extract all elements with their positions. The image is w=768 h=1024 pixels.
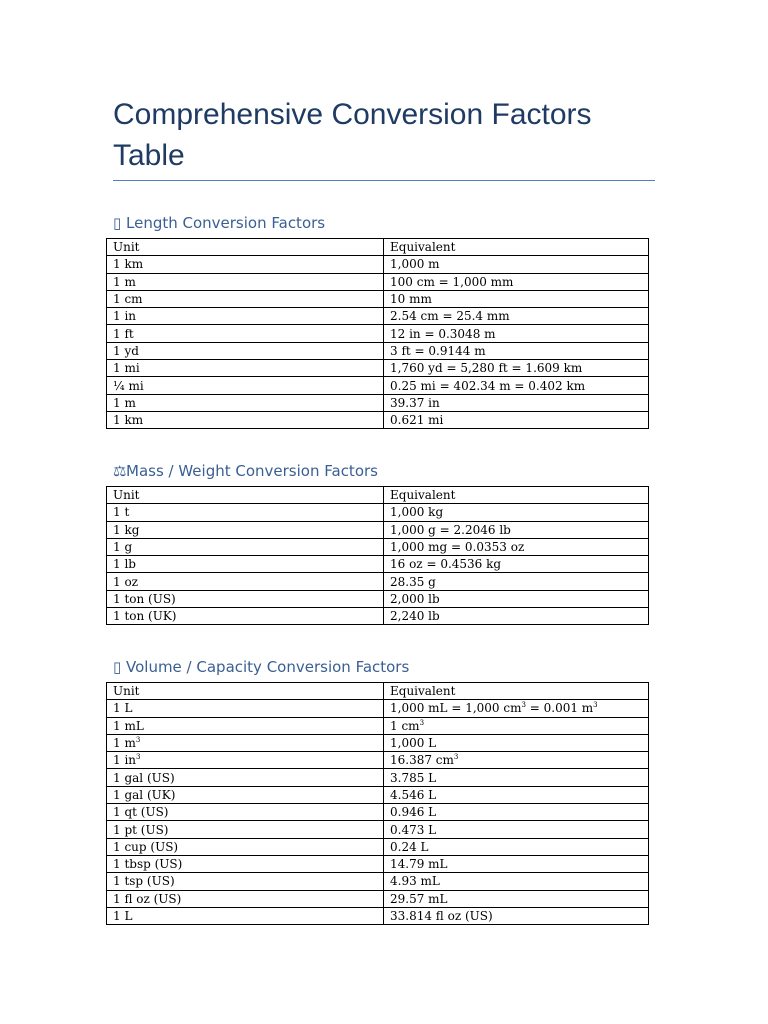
section-heading-volume	[113, 657, 409, 677]
column-header-unit: Unit	[107, 683, 384, 700]
unit-cell: 1 $m^3$	[107, 734, 384, 751]
equivalent-cell: 1,760 yd = 5,280 ft = 1.609 km	[384, 360, 649, 377]
balance-scale-icon: ⚖	[113, 462, 127, 480]
table-row	[107, 821, 649, 838]
section-heading-length	[113, 213, 325, 233]
unit-cell: 1 lb	[107, 556, 384, 573]
unit-cell: 1 m	[107, 394, 384, 411]
equivalent-cell: 12 in = 0.3048 m	[384, 325, 649, 342]
table-row	[107, 521, 649, 538]
equivalent-cell: 16.387 $cm^3$	[384, 752, 649, 769]
section-heading-mass	[113, 461, 378, 481]
equivalent-cell: 100 cm = 1,000 mm	[384, 273, 649, 290]
unit-cell: 1 oz	[107, 573, 384, 590]
unit-cell: 1 mL	[107, 717, 384, 734]
unit-cell: 1 mi	[107, 360, 384, 377]
table-header-row	[107, 683, 649, 700]
table-row	[107, 556, 649, 573]
table-row	[107, 907, 649, 924]
equivalent-cell: 0.25 mi = 402.34 m = 0.402 km	[384, 377, 649, 394]
unit-cell: 1 fl oz (US)	[107, 890, 384, 907]
unit-cell: 1 km	[107, 411, 384, 428]
unit-cell: 1 gal (UK)	[107, 786, 384, 803]
unit-cell: 1 $in^3$	[107, 752, 384, 769]
unit-cell: 1 cup (US)	[107, 838, 384, 855]
equivalent-cell: 14.79 mL	[384, 855, 649, 872]
volume-conversion-table	[106, 682, 649, 925]
equivalent-cell: 29.57 mL	[384, 890, 649, 907]
unit-cell: 1 qt (US)	[107, 804, 384, 821]
column-header-equivalent: Equivalent	[384, 683, 649, 700]
unit-cell: 1 tbsp (US)	[107, 855, 384, 872]
table-row	[107, 717, 649, 734]
section-heading-text: Mass / Weight Conversion Factors	[126, 462, 378, 480]
unit-cell: 1 L	[107, 700, 384, 717]
unit-cell: 1 ton (US)	[107, 590, 384, 607]
table-header-row	[107, 239, 649, 256]
table-row	[107, 734, 649, 751]
equivalent-cell: 16 oz = 0.4536 kg	[384, 556, 649, 573]
table-row	[107, 308, 649, 325]
unit-cell: 1 ton (UK)	[107, 608, 384, 625]
equivalent-cell: 1,000 mL = 1,000 $cm^3 = 0.001$ $m^3$	[384, 700, 649, 717]
equivalent-cell: 0.946 L	[384, 804, 649, 821]
title-divider	[113, 180, 655, 181]
table-row	[107, 804, 649, 821]
equivalent-cell: 3.785 L	[384, 769, 649, 786]
mass-conversion-table	[106, 486, 649, 625]
unit-cell: 1 ft	[107, 325, 384, 342]
table-row	[107, 273, 649, 290]
table-row	[107, 855, 649, 872]
equivalent-cell: 2.54 cm = 25.4 mm	[384, 308, 649, 325]
table-row	[107, 838, 649, 855]
column-header-unit: Unit	[107, 239, 384, 256]
table-row	[107, 890, 649, 907]
table-row	[107, 504, 649, 521]
table-row	[107, 538, 649, 555]
equivalent-cell: 4.546 L	[384, 786, 649, 803]
beaker-icon: ▯	[113, 658, 122, 676]
table-row	[107, 873, 649, 890]
unit-cell: 1 tsp (US)	[107, 873, 384, 890]
equivalent-cell: 0.621 mi	[384, 411, 649, 428]
equivalent-cell: 0.473 L	[384, 821, 649, 838]
equivalent-cell: 33.814 fl oz (US)	[384, 907, 649, 924]
document-title: Comprehensive Conversion Factors Table	[113, 98, 592, 172]
unit-cell: 1 g	[107, 538, 384, 555]
table-header-row	[107, 487, 649, 504]
table-row	[107, 394, 649, 411]
table-row	[107, 360, 649, 377]
table-row	[107, 411, 649, 428]
section-heading-text: Volume / Capacity Conversion Factors	[126, 658, 410, 676]
unit-cell: 1 m	[107, 273, 384, 290]
equivalent-cell: 1,000 kg	[384, 504, 649, 521]
unit-cell: 1 L	[107, 907, 384, 924]
table-row	[107, 290, 649, 307]
unit-cell: 1 km	[107, 256, 384, 273]
unit-cell: 1 in	[107, 308, 384, 325]
column-header-unit: Unit	[107, 487, 384, 504]
table-row	[107, 573, 649, 590]
table-row	[107, 769, 649, 786]
unit-cell: 1 yd	[107, 342, 384, 359]
column-header-equivalent: Equivalent	[384, 487, 649, 504]
table-row	[107, 752, 649, 769]
unit-cell: 1 pt (US)	[107, 821, 384, 838]
table-row	[107, 608, 649, 625]
equivalent-cell: 2,000 lb	[384, 590, 649, 607]
equivalent-cell: 1,000 mg = 0.0353 oz	[384, 538, 649, 555]
unit-cell: 1 kg	[107, 521, 384, 538]
unit-cell: ¼ mi	[107, 377, 384, 394]
unit-cell: 1 t	[107, 504, 384, 521]
table-row	[107, 256, 649, 273]
column-header-equivalent: Equivalent	[384, 239, 649, 256]
unit-cell: 1 cm	[107, 290, 384, 307]
equivalent-cell: 1,000 L	[384, 734, 649, 751]
table-row	[107, 377, 649, 394]
equivalent-cell: 1 $cm^3$	[384, 717, 649, 734]
section-heading-text: Length Conversion Factors	[126, 214, 326, 232]
ruler-icon: ▯	[113, 214, 122, 232]
table-row	[107, 325, 649, 342]
table-row	[107, 342, 649, 359]
equivalent-cell: 4.93 mL	[384, 873, 649, 890]
equivalent-cell: 2,240 lb	[384, 608, 649, 625]
equivalent-cell: 39.37 in	[384, 394, 649, 411]
equivalent-cell: 28.35 g	[384, 573, 649, 590]
equivalent-cell: 1,000 m	[384, 256, 649, 273]
table-row	[107, 786, 649, 803]
equivalent-cell: 3 ft = 0.9144 m	[384, 342, 649, 359]
table-row	[107, 590, 649, 607]
equivalent-cell: 10 mm	[384, 290, 649, 307]
equivalent-cell: 1,000 g = 2.2046 lb	[384, 521, 649, 538]
unit-cell: 1 gal (US)	[107, 769, 384, 786]
table-row	[107, 700, 649, 717]
equivalent-cell: 0.24 L	[384, 838, 649, 855]
length-conversion-table	[106, 238, 649, 429]
